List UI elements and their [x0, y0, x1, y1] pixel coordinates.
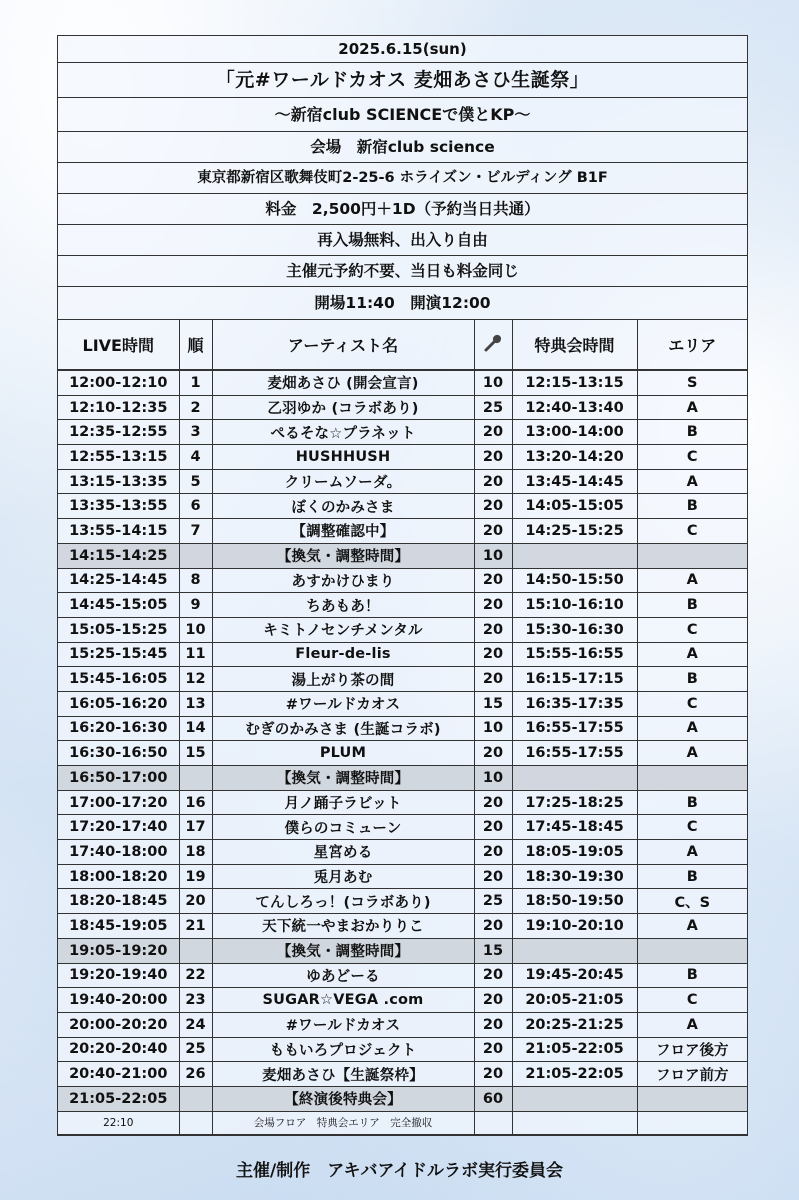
- cell-artist: HUSHHUSH: [212, 445, 474, 470]
- cell-area: フロア後方: [637, 1037, 747, 1062]
- table-row: [58, 642, 747, 667]
- cell-final-time: 22:10: [58, 1111, 179, 1134]
- cell-live-time: 16:05-16:20: [58, 691, 179, 716]
- cell-artist: あすかけひまり: [212, 568, 474, 593]
- cell-tokuten-time: 13:20-14:20: [512, 445, 637, 470]
- cell-live-time: 18:00-18:20: [58, 864, 179, 889]
- col-area: エリア: [637, 320, 747, 370]
- col-live-time: LIVE時間: [58, 320, 179, 370]
- cell-artist: 乙羽ゆか (コラボあり): [212, 395, 474, 420]
- cell-area: A: [637, 469, 747, 494]
- cell-artist: ぺるそな☆プラネット: [212, 420, 474, 445]
- cell-live-time: 17:20-17:40: [58, 815, 179, 840]
- table-row: [58, 1062, 747, 1087]
- reservation-note: 主催元予約不要、当日も料金同じ: [58, 256, 747, 287]
- cell-live-time: 12:55-13:15: [58, 445, 179, 470]
- cell-minutes: 20: [474, 840, 512, 865]
- table-row: [58, 864, 747, 889]
- cell-artist: 【換気・調整時間】: [212, 766, 474, 791]
- cell-tokuten-time: 14:05-15:05: [512, 494, 637, 519]
- cell-order: 21: [179, 914, 212, 939]
- table-row: [58, 445, 747, 470]
- cell-tokuten-time: 18:50-19:50: [512, 889, 637, 914]
- cell-artist: #ワールドカオス: [212, 1012, 474, 1037]
- cell-area: C: [637, 691, 747, 716]
- cell-area: [637, 766, 747, 791]
- cell-order: 17: [179, 815, 212, 840]
- cell-live-time: 17:00-17:20: [58, 790, 179, 815]
- cell-live-time: 18:20-18:45: [58, 889, 179, 914]
- table-row-break: [58, 938, 747, 963]
- cell-live-time: 20:40-21:00: [58, 1062, 179, 1087]
- cell-area: C、S: [637, 889, 747, 914]
- cell-live-time: 16:30-16:50: [58, 741, 179, 766]
- cell-minutes: 10: [474, 766, 512, 791]
- cell-artist: てんしろっ！(コラボあり): [212, 889, 474, 914]
- cell-tokuten-time: 18:30-19:30: [512, 864, 637, 889]
- table-row: [58, 667, 747, 692]
- cell-artist: 【終演後特典会】: [212, 1086, 474, 1111]
- cell-empty: [637, 1111, 747, 1134]
- cell-minutes: 20: [474, 1037, 512, 1062]
- venue-name: 会場 新宿club science: [58, 132, 747, 163]
- cell-area: A: [637, 914, 747, 939]
- cell-order: 12: [179, 667, 212, 692]
- cell-order: 4: [179, 445, 212, 470]
- cell-artist: むぎのかみさま (生誕コラボ): [212, 716, 474, 741]
- cell-artist: ゆあどーる: [212, 963, 474, 988]
- cell-artist: ぼくのかみさま: [212, 494, 474, 519]
- cell-order: [179, 1086, 212, 1111]
- mic-icon: [482, 332, 504, 358]
- cell-artist: クリームソーダ。: [212, 469, 474, 494]
- cell-minutes: 10: [474, 543, 512, 568]
- cell-area: C: [637, 815, 747, 840]
- cell-live-time: 15:25-15:45: [58, 642, 179, 667]
- event-date: 2025.6.15(sun): [58, 36, 747, 63]
- cell-area: A: [637, 395, 747, 420]
- cell-area: B: [637, 864, 747, 889]
- cell-artist: #ワールドカオス: [212, 691, 474, 716]
- cell-artist: 麦畑あさひ (開会宣言): [212, 370, 474, 395]
- cell-tokuten-time: 12:15-13:15: [512, 370, 637, 395]
- cell-order: 22: [179, 963, 212, 988]
- cell-minutes: 20: [474, 1012, 512, 1037]
- cell-tokuten-time: 16:55-17:55: [512, 741, 637, 766]
- cell-minutes: 10: [474, 716, 512, 741]
- venue-address: 東京都新宿区歌舞伎町2-25-6 ホライズン・ビルディング B1F: [58, 163, 747, 194]
- cell-minutes: 20: [474, 617, 512, 642]
- table-row: [58, 370, 747, 395]
- cell-live-time: 13:15-13:35: [58, 469, 179, 494]
- table-row: [58, 988, 747, 1013]
- cell-artist: 麦畑あさひ【生誕祭枠】: [212, 1062, 474, 1087]
- cell-area: C: [637, 445, 747, 470]
- cell-live-time: 13:55-14:15: [58, 519, 179, 544]
- cell-tokuten-time: 19:10-20:10: [512, 914, 637, 939]
- col-tokuten-time: 特典会時間: [512, 320, 637, 370]
- cell-live-time: 15:45-16:05: [58, 667, 179, 692]
- cell-minutes: 20: [474, 790, 512, 815]
- cell-tokuten-time: 16:15-17:15: [512, 667, 637, 692]
- cell-tokuten-time: 15:10-16:10: [512, 593, 637, 618]
- table-row-break: [58, 543, 747, 568]
- cell-area: A: [637, 642, 747, 667]
- cell-tokuten-time: 20:25-21:25: [512, 1012, 637, 1037]
- cell-order: 15: [179, 741, 212, 766]
- col-minutes: [474, 320, 512, 370]
- cell-minutes: 20: [474, 445, 512, 470]
- cell-live-time: 14:15-14:25: [58, 543, 179, 568]
- cell-area: A: [637, 840, 747, 865]
- ticket-price: 料金 2,500円＋1D（予約当日共通）: [58, 194, 747, 225]
- cell-minutes: 15: [474, 691, 512, 716]
- cell-artist: 僕らのコミューン: [212, 815, 474, 840]
- cell-artist: PLUM: [212, 741, 474, 766]
- cell-order: 6: [179, 494, 212, 519]
- cell-tokuten-time: 21:05-22:05: [512, 1062, 637, 1087]
- cell-area: A: [637, 741, 747, 766]
- cell-minutes: 20: [474, 420, 512, 445]
- timetable-sheet: [57, 35, 748, 1136]
- cell-tokuten-time: 13:00-14:00: [512, 420, 637, 445]
- cell-order: 26: [179, 1062, 212, 1087]
- cell-minutes: 20: [474, 469, 512, 494]
- cell-area: B: [637, 963, 747, 988]
- table-row: [58, 494, 747, 519]
- cell-tokuten-time: 17:25-18:25: [512, 790, 637, 815]
- cell-area: B: [637, 593, 747, 618]
- cell-order: [179, 543, 212, 568]
- cell-artist: 月ノ踊子ラビット: [212, 790, 474, 815]
- cell-minutes: 25: [474, 395, 512, 420]
- cell-area: A: [637, 1012, 747, 1037]
- table-row: [58, 420, 747, 445]
- table-row: [58, 815, 747, 840]
- cell-tokuten-time: 15:30-16:30: [512, 617, 637, 642]
- cell-area: [637, 543, 747, 568]
- cell-minutes: 10: [474, 370, 512, 395]
- cell-final-note: 会場フロア 特典会エリア 完全撤収: [212, 1111, 474, 1134]
- cell-live-time: 17:40-18:00: [58, 840, 179, 865]
- cell-artist: 星宮める: [212, 840, 474, 865]
- cell-area: C: [637, 617, 747, 642]
- cell-order: 18: [179, 840, 212, 865]
- cell-live-time: 21:05-22:05: [58, 1086, 179, 1111]
- cell-live-time: 12:35-12:55: [58, 420, 179, 445]
- table-row-break: [58, 1086, 747, 1111]
- cell-minutes: 20: [474, 864, 512, 889]
- cell-tokuten-time: 13:45-14:45: [512, 469, 637, 494]
- cell-live-time: 15:05-15:25: [58, 617, 179, 642]
- table-row: [58, 840, 747, 865]
- cell-minutes: 60: [474, 1086, 512, 1111]
- cell-live-time: 20:20-20:40: [58, 1037, 179, 1062]
- cell-live-time: 12:00-12:10: [58, 370, 179, 395]
- cell-area: B: [637, 494, 747, 519]
- table-row: [58, 1012, 747, 1037]
- table-row: [58, 568, 747, 593]
- table-row: [58, 741, 747, 766]
- table-row: [58, 395, 747, 420]
- cell-live-time: 18:45-19:05: [58, 914, 179, 939]
- event-subtitle: 〜新宿club SCIENCEで僕とKP〜: [58, 98, 747, 132]
- cell-tokuten-time: 15:55-16:55: [512, 642, 637, 667]
- cell-live-time: 19:40-20:00: [58, 988, 179, 1013]
- cell-minutes: 20: [474, 667, 512, 692]
- cell-order: 23: [179, 988, 212, 1013]
- cell-order: 24: [179, 1012, 212, 1037]
- table-row: [58, 790, 747, 815]
- cell-order: 1: [179, 370, 212, 395]
- cell-tokuten-time: [512, 1086, 637, 1111]
- cell-area: フロア前方: [637, 1062, 747, 1087]
- cell-area: [637, 938, 747, 963]
- cell-artist: ももいろプロジェクト: [212, 1037, 474, 1062]
- cell-minutes: 20: [474, 568, 512, 593]
- cell-live-time: 19:20-19:40: [58, 963, 179, 988]
- cell-empty: [179, 1111, 212, 1134]
- cell-tokuten-time: [512, 543, 637, 568]
- open-start-times: 開場11:40 開演12:00: [58, 287, 747, 320]
- cell-area: C: [637, 519, 747, 544]
- cell-order: 14: [179, 716, 212, 741]
- cell-tokuten-time: 12:40-13:40: [512, 395, 637, 420]
- table-row: [58, 889, 747, 914]
- table-row: [58, 617, 747, 642]
- cell-live-time: 13:35-13:55: [58, 494, 179, 519]
- cell-tokuten-time: [512, 766, 637, 791]
- cell-minutes: 20: [474, 494, 512, 519]
- cell-area: [637, 1086, 747, 1111]
- table-row: [58, 469, 747, 494]
- cell-area: B: [637, 667, 747, 692]
- cell-minutes: 20: [474, 914, 512, 939]
- cell-tokuten-time: 14:50-15:50: [512, 568, 637, 593]
- cell-artist: 湯上がり茶の間: [212, 667, 474, 692]
- cell-order: 8: [179, 568, 212, 593]
- cell-minutes: 20: [474, 741, 512, 766]
- cell-artist: 【換気・調整時間】: [212, 543, 474, 568]
- cell-area: A: [637, 716, 747, 741]
- cell-artist: 【調整確認中】: [212, 519, 474, 544]
- table-row: [58, 593, 747, 618]
- timetable: [58, 320, 747, 1135]
- cell-order: [179, 938, 212, 963]
- cell-minutes: 20: [474, 815, 512, 840]
- cell-artist: 天下統一やまおかりりこ: [212, 914, 474, 939]
- cell-area: A: [637, 568, 747, 593]
- organizer-credit: 主催/制作 アキバアイドルラボ実行委員会: [236, 1161, 563, 1181]
- cell-minutes: 20: [474, 963, 512, 988]
- table-row: [58, 716, 747, 741]
- cell-order: 10: [179, 617, 212, 642]
- cell-order: 2: [179, 395, 212, 420]
- cell-order: 25: [179, 1037, 212, 1062]
- reentry-note: 再入場無料、出入り自由: [58, 225, 747, 256]
- cell-tokuten-time: 19:45-20:45: [512, 963, 637, 988]
- cell-live-time: 14:45-15:05: [58, 593, 179, 618]
- cell-tokuten-time: 21:05-22:05: [512, 1037, 637, 1062]
- cell-minutes: 20: [474, 1062, 512, 1087]
- cell-order: 19: [179, 864, 212, 889]
- table-row: [58, 691, 747, 716]
- cell-order: 13: [179, 691, 212, 716]
- event-title: 「元#ワールドカオス 麦畑あさひ生誕祭」: [58, 63, 747, 98]
- cell-artist: SUGAR☆VEGA .com: [212, 988, 474, 1013]
- cell-area: B: [637, 420, 747, 445]
- cell-live-time: 12:10-12:35: [58, 395, 179, 420]
- cell-minutes: 20: [474, 988, 512, 1013]
- cell-tokuten-time: [512, 938, 637, 963]
- cell-area: S: [637, 370, 747, 395]
- cell-order: 3: [179, 420, 212, 445]
- cell-tokuten-time: 14:25-15:25: [512, 519, 637, 544]
- cell-artist: ちあもあ！: [212, 593, 474, 618]
- cell-area: C: [637, 988, 747, 1013]
- table-body: [58, 370, 747, 1134]
- table-row: [58, 963, 747, 988]
- cell-tokuten-time: 20:05-21:05: [512, 988, 637, 1013]
- cell-tokuten-time: 16:55-17:55: [512, 716, 637, 741]
- col-order: 順: [179, 320, 212, 370]
- table-row: [58, 914, 747, 939]
- table-row-break: [58, 766, 747, 791]
- cell-empty: [512, 1111, 637, 1134]
- cell-artist: Fleur-de-lis: [212, 642, 474, 667]
- col-artist: アーティスト名: [212, 320, 474, 370]
- cell-live-time: 16:20-16:30: [58, 716, 179, 741]
- cell-empty: [474, 1111, 512, 1134]
- cell-order: 7: [179, 519, 212, 544]
- cell-live-time: 19:05-19:20: [58, 938, 179, 963]
- cell-minutes: 20: [474, 519, 512, 544]
- cell-tokuten-time: 16:35-17:35: [512, 691, 637, 716]
- cell-area: B: [637, 790, 747, 815]
- cell-minutes: 20: [474, 593, 512, 618]
- table-row: [58, 519, 747, 544]
- cell-live-time: 20:00-20:20: [58, 1012, 179, 1037]
- table-row: [58, 1037, 747, 1062]
- cell-order: 16: [179, 790, 212, 815]
- cell-artist: 兎月あむ: [212, 864, 474, 889]
- cell-order: 5: [179, 469, 212, 494]
- cell-order: [179, 766, 212, 791]
- cell-minutes: 20: [474, 642, 512, 667]
- cell-artist: 【換気・調整時間】: [212, 938, 474, 963]
- cell-tokuten-time: 17:45-18:45: [512, 815, 637, 840]
- cell-minutes: 15: [474, 938, 512, 963]
- cell-order: 11: [179, 642, 212, 667]
- cell-order: 20: [179, 889, 212, 914]
- cell-order: 9: [179, 593, 212, 618]
- cell-artist: キミトノセンチメンタル: [212, 617, 474, 642]
- table-header-row: [58, 320, 747, 370]
- cell-live-time: 16:50-17:00: [58, 766, 179, 791]
- cell-tokuten-time: 18:05-19:05: [512, 840, 637, 865]
- table-row-final: [58, 1111, 747, 1134]
- cell-minutes: 25: [474, 889, 512, 914]
- cell-live-time: 14:25-14:45: [58, 568, 179, 593]
